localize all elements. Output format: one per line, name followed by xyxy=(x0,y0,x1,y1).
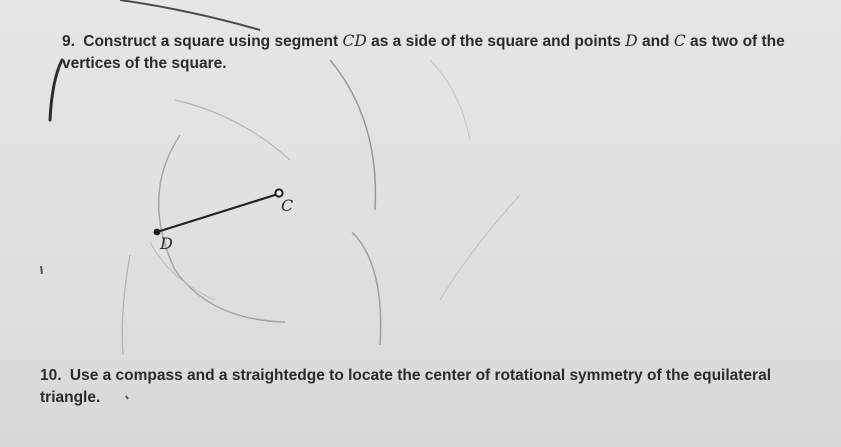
problem-10-text: Use a compass and a straightedge to locate the center of rotational symmetry of the equilateral triangle. xyxy=(40,367,772,406)
compass-arc-top-upper xyxy=(120,0,260,30)
problem-9 xyxy=(62,30,822,75)
problem-9-text-a: Construct a square using segment xyxy=(83,33,339,50)
problem-10-number: 10. xyxy=(40,367,62,384)
problem-9-number: 9. xyxy=(62,33,75,50)
compass-arc-left-lower xyxy=(122,255,130,355)
compass-arc-top-left xyxy=(50,60,62,120)
point-d-ref: D xyxy=(625,32,638,50)
stray-mark xyxy=(41,266,42,274)
problem-9-text-b: as a side of the square and points xyxy=(371,33,621,50)
compass-arc-right-faint xyxy=(330,60,375,210)
compass-arc-circle-around-c xyxy=(159,135,285,322)
compass-arc-right-lower xyxy=(352,232,381,345)
point-c-label: C xyxy=(281,196,294,215)
point-c-ref: C xyxy=(673,32,686,50)
compass-arc-upper-mid xyxy=(175,100,290,160)
compass-arc-right-far xyxy=(440,195,520,300)
problem-9-text-d: as two of the vertices of the square. xyxy=(62,33,785,72)
segment-cd-label: CD xyxy=(342,32,367,50)
segment-cd xyxy=(157,194,278,232)
problem-10 xyxy=(40,365,830,409)
point-d-label: D xyxy=(160,234,173,253)
problem-9-text-c: and xyxy=(641,33,670,50)
